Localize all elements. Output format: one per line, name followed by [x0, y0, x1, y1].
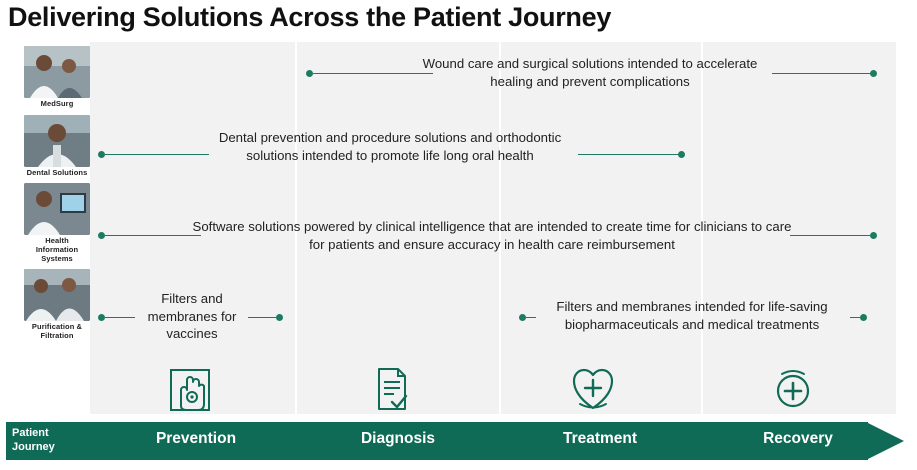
segment-medsurg [24, 46, 90, 109]
row-dental-dot-left [98, 151, 105, 158]
row-medsurg-dot-right [870, 70, 877, 77]
medical-cross-circle-icon [766, 364, 820, 414]
his-photo [24, 183, 90, 235]
row-dental-line-left [105, 154, 209, 155]
row-his-dot-left [98, 232, 105, 239]
document-check-icon [364, 364, 418, 414]
segment-dental [24, 115, 90, 178]
dental-caption: Dental Solutions [26, 167, 88, 177]
stage-label-recovery[interactable]: Recovery [763, 430, 833, 447]
stage-label-prevention[interactable]: Prevention [155, 430, 237, 447]
stage-label-diagnosis[interactable]: Diagnosis [360, 430, 436, 447]
purification-photo [24, 269, 90, 321]
segment-his [24, 183, 90, 263]
row-medsurg-line-left [313, 73, 433, 74]
row-dental-dot-right [678, 151, 685, 158]
row-his-dot-right [870, 232, 877, 239]
medsurg-caption: MedSurg [40, 99, 74, 108]
row-purification-text-left: Filters and membranes for vaccines [147, 291, 237, 342]
dental-photo [24, 115, 90, 167]
purification-caption: Purification & Filtration [31, 322, 83, 340]
row-his-line-right [790, 235, 874, 236]
row-purification-dot-mid [276, 314, 283, 321]
his-caption: Health Information Systems [35, 236, 79, 263]
journey-bar-label-line2: Journey [12, 440, 55, 453]
medsurg-photo [24, 46, 90, 98]
row-medsurg-text: Wound care and surgical solutions intended to accelerate healing and prevent complications [422, 56, 758, 89]
journey-diagram [0, 42, 917, 422]
page-title: Delivering Solutions Across the Patient Journey [8, 2, 612, 32]
journey-bar-label [12, 427, 90, 455]
row-medsurg-dot-left [306, 70, 313, 77]
row-his-text: Software solutions powered by clinical intelligence that are intended to create time for clinicians to care for patients and ensure accuracy in health care reimbursement [192, 219, 792, 252]
journey-bar-label-line1: Patient [12, 427, 49, 439]
row-purification-text-right: Filters and membranes intended for life-saving biopharmaceuticals and medical treatments [556, 299, 828, 332]
hand-gear-icon [163, 364, 217, 414]
row-purification-dot-right-end [860, 314, 867, 321]
segment-photo-column [24, 46, 90, 346]
row-dental-line-right [578, 154, 682, 155]
stage-label-treatment[interactable]: Treatment [562, 430, 638, 447]
patient-journey-bar [0, 420, 917, 462]
heart-shield-icon [566, 364, 620, 414]
row-dental-text: Dental prevention and procedure solutions and orthodontic solutions intended to promote life long oral health [218, 130, 562, 163]
segment-purification [24, 269, 90, 340]
row-medsurg-line-right [772, 73, 874, 74]
row-purification-dot-left [98, 314, 105, 321]
